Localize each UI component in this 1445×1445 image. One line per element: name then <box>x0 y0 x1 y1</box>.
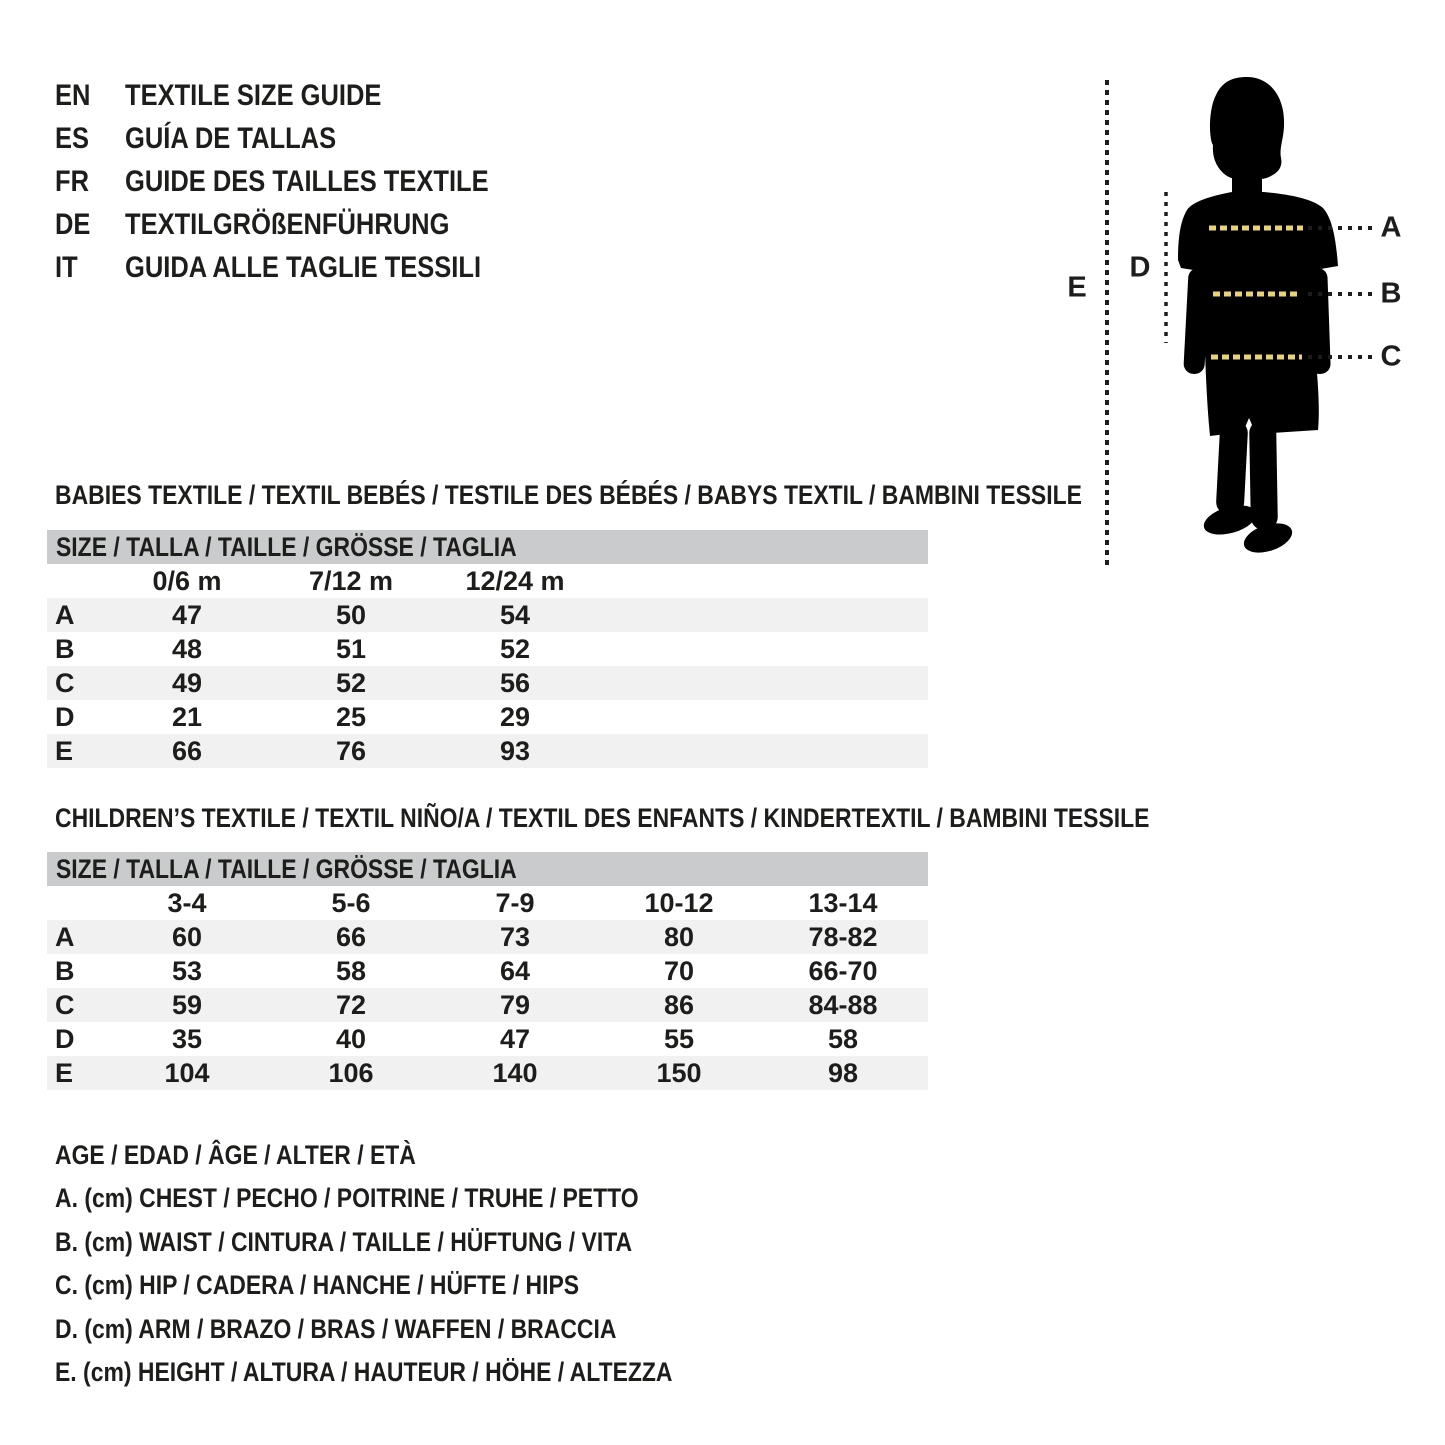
legend-height: E. (cm) HEIGHT / ALTURA / HAUTEUR / HÖHE / ALTEZZA <box>55 1356 673 1387</box>
lang-row-es <box>55 117 553 160</box>
babies-section-title: BABIES TEXTILE / TEXTIL BEBÉS / TESTILE DES BÉBÉS / BABYS TEXTIL / BAMBINI TESSILE <box>55 480 1082 510</box>
children-col-2: 7-9 <box>495 888 535 918</box>
lang-code-it: IT <box>55 251 78 284</box>
figure-label-A: A <box>1380 211 1402 244</box>
babies-col-1: 7/12 m <box>308 566 394 596</box>
table-row: E 104 106 140 150 98 <box>47 1056 928 1090</box>
children-col-0: 3-4 <box>167 888 207 918</box>
legend-age: AGE / EDAD / ÂGE / ALTER / ETÀ <box>55 1140 416 1170</box>
children-col-3: 10-12 <box>644 888 714 918</box>
table-row: D 35 40 47 55 58 <box>55 1024 859 1054</box>
lang-code-es: ES <box>55 122 90 155</box>
children-section-title: CHILDREN’S TEXTILE / TEXTIL NIÑO/A / TEXTIL DES ENFANTS / KINDERTEXTIL / BAMBINI TESSILE <box>55 803 1150 833</box>
babies-size-table <box>47 530 928 768</box>
legend-arm: D. (cm) ARM / BRAZO / BRAS / WAFFEN / BRACCIA <box>55 1313 617 1344</box>
lang-title-de: TEXTILGRÖßENFÜHRUNG <box>125 208 450 241</box>
figure-label-B: B <box>1380 277 1402 310</box>
children-col-4: 13-14 <box>808 888 878 918</box>
lang-title-fr: GUIDE DES TAILLES TEXTILE <box>125 165 489 198</box>
table-row: A 60 66 73 80 78-82 <box>47 920 928 954</box>
table-row: E 66 76 93 <box>47 734 928 768</box>
lang-code-de: DE <box>55 208 91 241</box>
legend-chest: A. (cm) CHEST / PECHO / POITRINE / TRUHE / PETTO <box>55 1183 639 1214</box>
table-row: D 21 25 29 <box>55 702 531 732</box>
children-col-1: 5-6 <box>331 888 371 918</box>
lang-title-en: TEXTILE SIZE GUIDE <box>125 79 382 112</box>
language-title-list <box>55 74 553 289</box>
table-row: B 53 58 64 70 66-70 <box>55 956 878 986</box>
lang-row-de <box>55 203 553 246</box>
lang-title-es: GUÍA DE TALLAS <box>125 122 337 155</box>
babies-col-2: 12/24 m <box>465 566 565 596</box>
lang-code-en: EN <box>55 79 91 112</box>
children-size-header-bar: SIZE / TALLA / TAILLE / GRÖSSE / TAGLIA <box>47 852 928 886</box>
lang-code-fr: FR <box>55 165 89 198</box>
measurement-legend <box>55 1134 781 1394</box>
figure-label-C: C <box>1380 340 1402 373</box>
figure-label-E: E <box>1067 271 1087 304</box>
table-row: A 47 50 54 <box>47 598 928 632</box>
lang-row-en <box>55 74 553 117</box>
babies-size-header-bar: SIZE / TALLA / TAILLE / GRÖSSE / TAGLIA <box>47 530 928 564</box>
table-row: C 59 72 79 86 84-88 <box>47 988 928 1022</box>
babies-col-0: 0/6 m <box>152 566 222 596</box>
lang-title-it: GUIDA ALLE TAGLIE TESSILI <box>125 251 482 284</box>
table-row: C 49 52 56 <box>47 666 928 700</box>
lang-row-fr <box>55 160 553 203</box>
children-column-header-row <box>47 886 928 920</box>
legend-hip: C. (cm) HIP / CADERA / HANCHE / HÜFTE / HIPS <box>55 1270 580 1301</box>
children-size-table <box>47 852 928 1090</box>
figure-label-D: D <box>1129 251 1151 284</box>
table-row: B 48 51 52 <box>55 634 531 664</box>
lang-row-it <box>55 246 553 289</box>
legend-waist: B. (cm) WAIST / CINTURA / TAILLE / HÜFTUNG / VITA <box>55 1226 633 1257</box>
babies-column-header-row <box>47 564 928 598</box>
